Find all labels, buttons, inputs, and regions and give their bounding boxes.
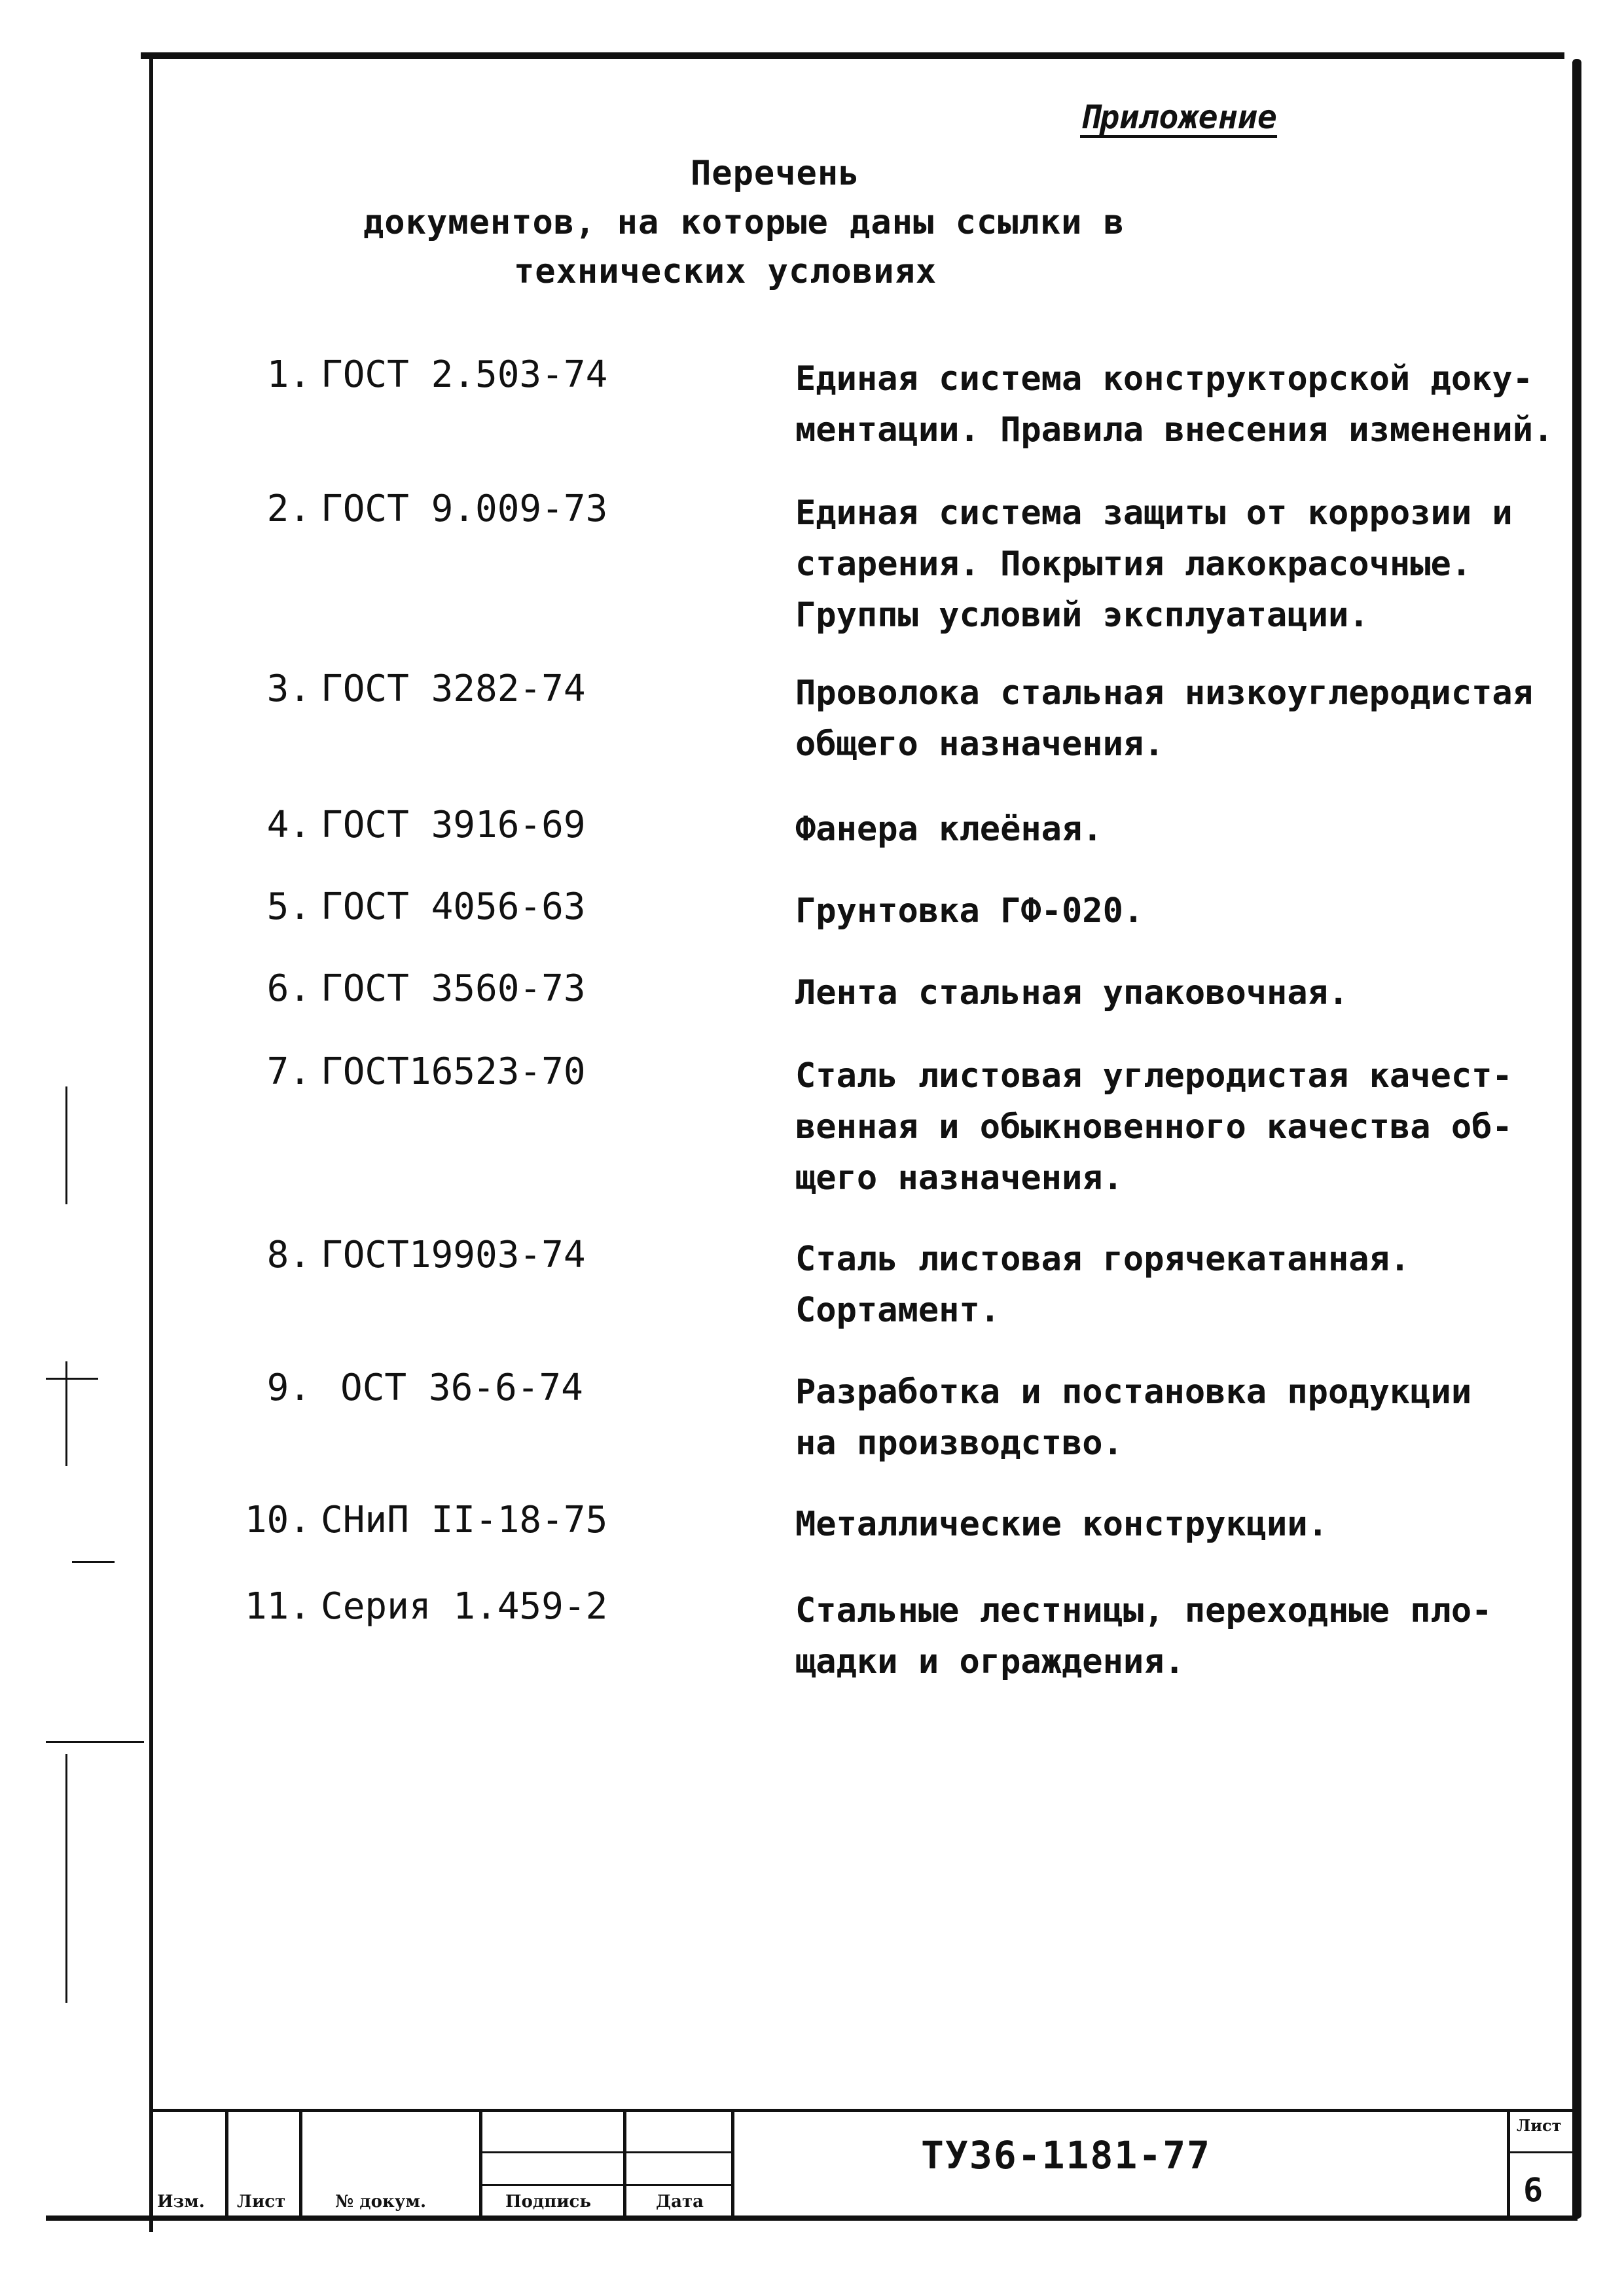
sheet-number: 6 (1523, 2171, 1543, 2209)
item-description: Разработка и постановка продукции на производство. (795, 1372, 1472, 1463)
item-code: ГОСТ 3282-74 (321, 668, 586, 710)
item-number: 5. (266, 886, 311, 928)
item-code: ГОСТ 2.503-74 (321, 353, 608, 396)
revision-label: Изм. (157, 2192, 205, 2212)
item-number: 7. (266, 1050, 311, 1093)
date-label: Дата (656, 2192, 704, 2212)
item-code: ГОСТ19903-74 (321, 1234, 586, 1276)
item-description: Сталь листовая углеродистая качест- венная и обыкновенного качества об- щего назначения. (795, 1056, 1513, 1198)
item-number: 6. (266, 967, 311, 1010)
item-number: 10. (244, 1499, 311, 1541)
item-description: Стальные лестницы, переходные пло- щадки и ограждения. (795, 1591, 1492, 1681)
item-number: 11. (244, 1585, 311, 1628)
item-description: Сталь листовая горячекатанная. Сортамент. (795, 1240, 1411, 1330)
item-description: Металлические конструкции. (795, 1505, 1328, 1544)
item-code: ГОСТ 4056-63 (321, 886, 586, 928)
item-number: 8. (266, 1234, 311, 1276)
item-code: ГОСТ 3560-73 (321, 967, 586, 1010)
title-line-1: Перечень (691, 154, 860, 193)
title-block (152, 2109, 1574, 2217)
item-code: ОСТ 36-6-74 (340, 1367, 583, 1409)
item-description: Проволока стальная низкоуглеродистая общего назначения. (795, 673, 1534, 764)
item-number: 4. (266, 804, 311, 846)
item-description: Фанера клеёная. (795, 810, 1103, 849)
appendix-label: Приложение (1080, 98, 1278, 136)
item-number: 9. (266, 1367, 311, 1409)
item-description: Единая система конструкторской доку- ментации. Правила внесения изменений. (795, 359, 1554, 450)
item-code: ГОСТ 3916-69 (321, 804, 586, 846)
item-code: СНиП II-18-75 (321, 1499, 608, 1541)
item-description: Грунтовка ГФ-020. (795, 891, 1144, 931)
item-number: 2. (266, 488, 311, 530)
title-line-2: документов, на которые даны ссылки в (363, 203, 1125, 242)
item-number: 3. (266, 668, 311, 710)
item-number: 1. (266, 353, 311, 396)
item-code: Серия 1.459-2 (321, 1585, 608, 1628)
item-code: ГОСТ 9.009-73 (321, 488, 608, 530)
sheet-label: Лист (1517, 2116, 1562, 2135)
doc-number-label: № докум. (335, 2192, 427, 2212)
title-line-3: технических условиях (514, 252, 937, 291)
item-code: ГОСТ16523-70 (321, 1050, 586, 1093)
item-description: Лента стальная упаковочная. (795, 973, 1349, 1013)
sheet-column-label: Лист (237, 2192, 286, 2212)
item-description: Единая система защиты от коррозии и старения. Покрытия лакокрасочные. Группы условий эксплуатации. (795, 493, 1513, 635)
document-code: ТУ36-1181-77 (921, 2133, 1212, 2178)
signature-label: Подпись (505, 2192, 592, 2212)
